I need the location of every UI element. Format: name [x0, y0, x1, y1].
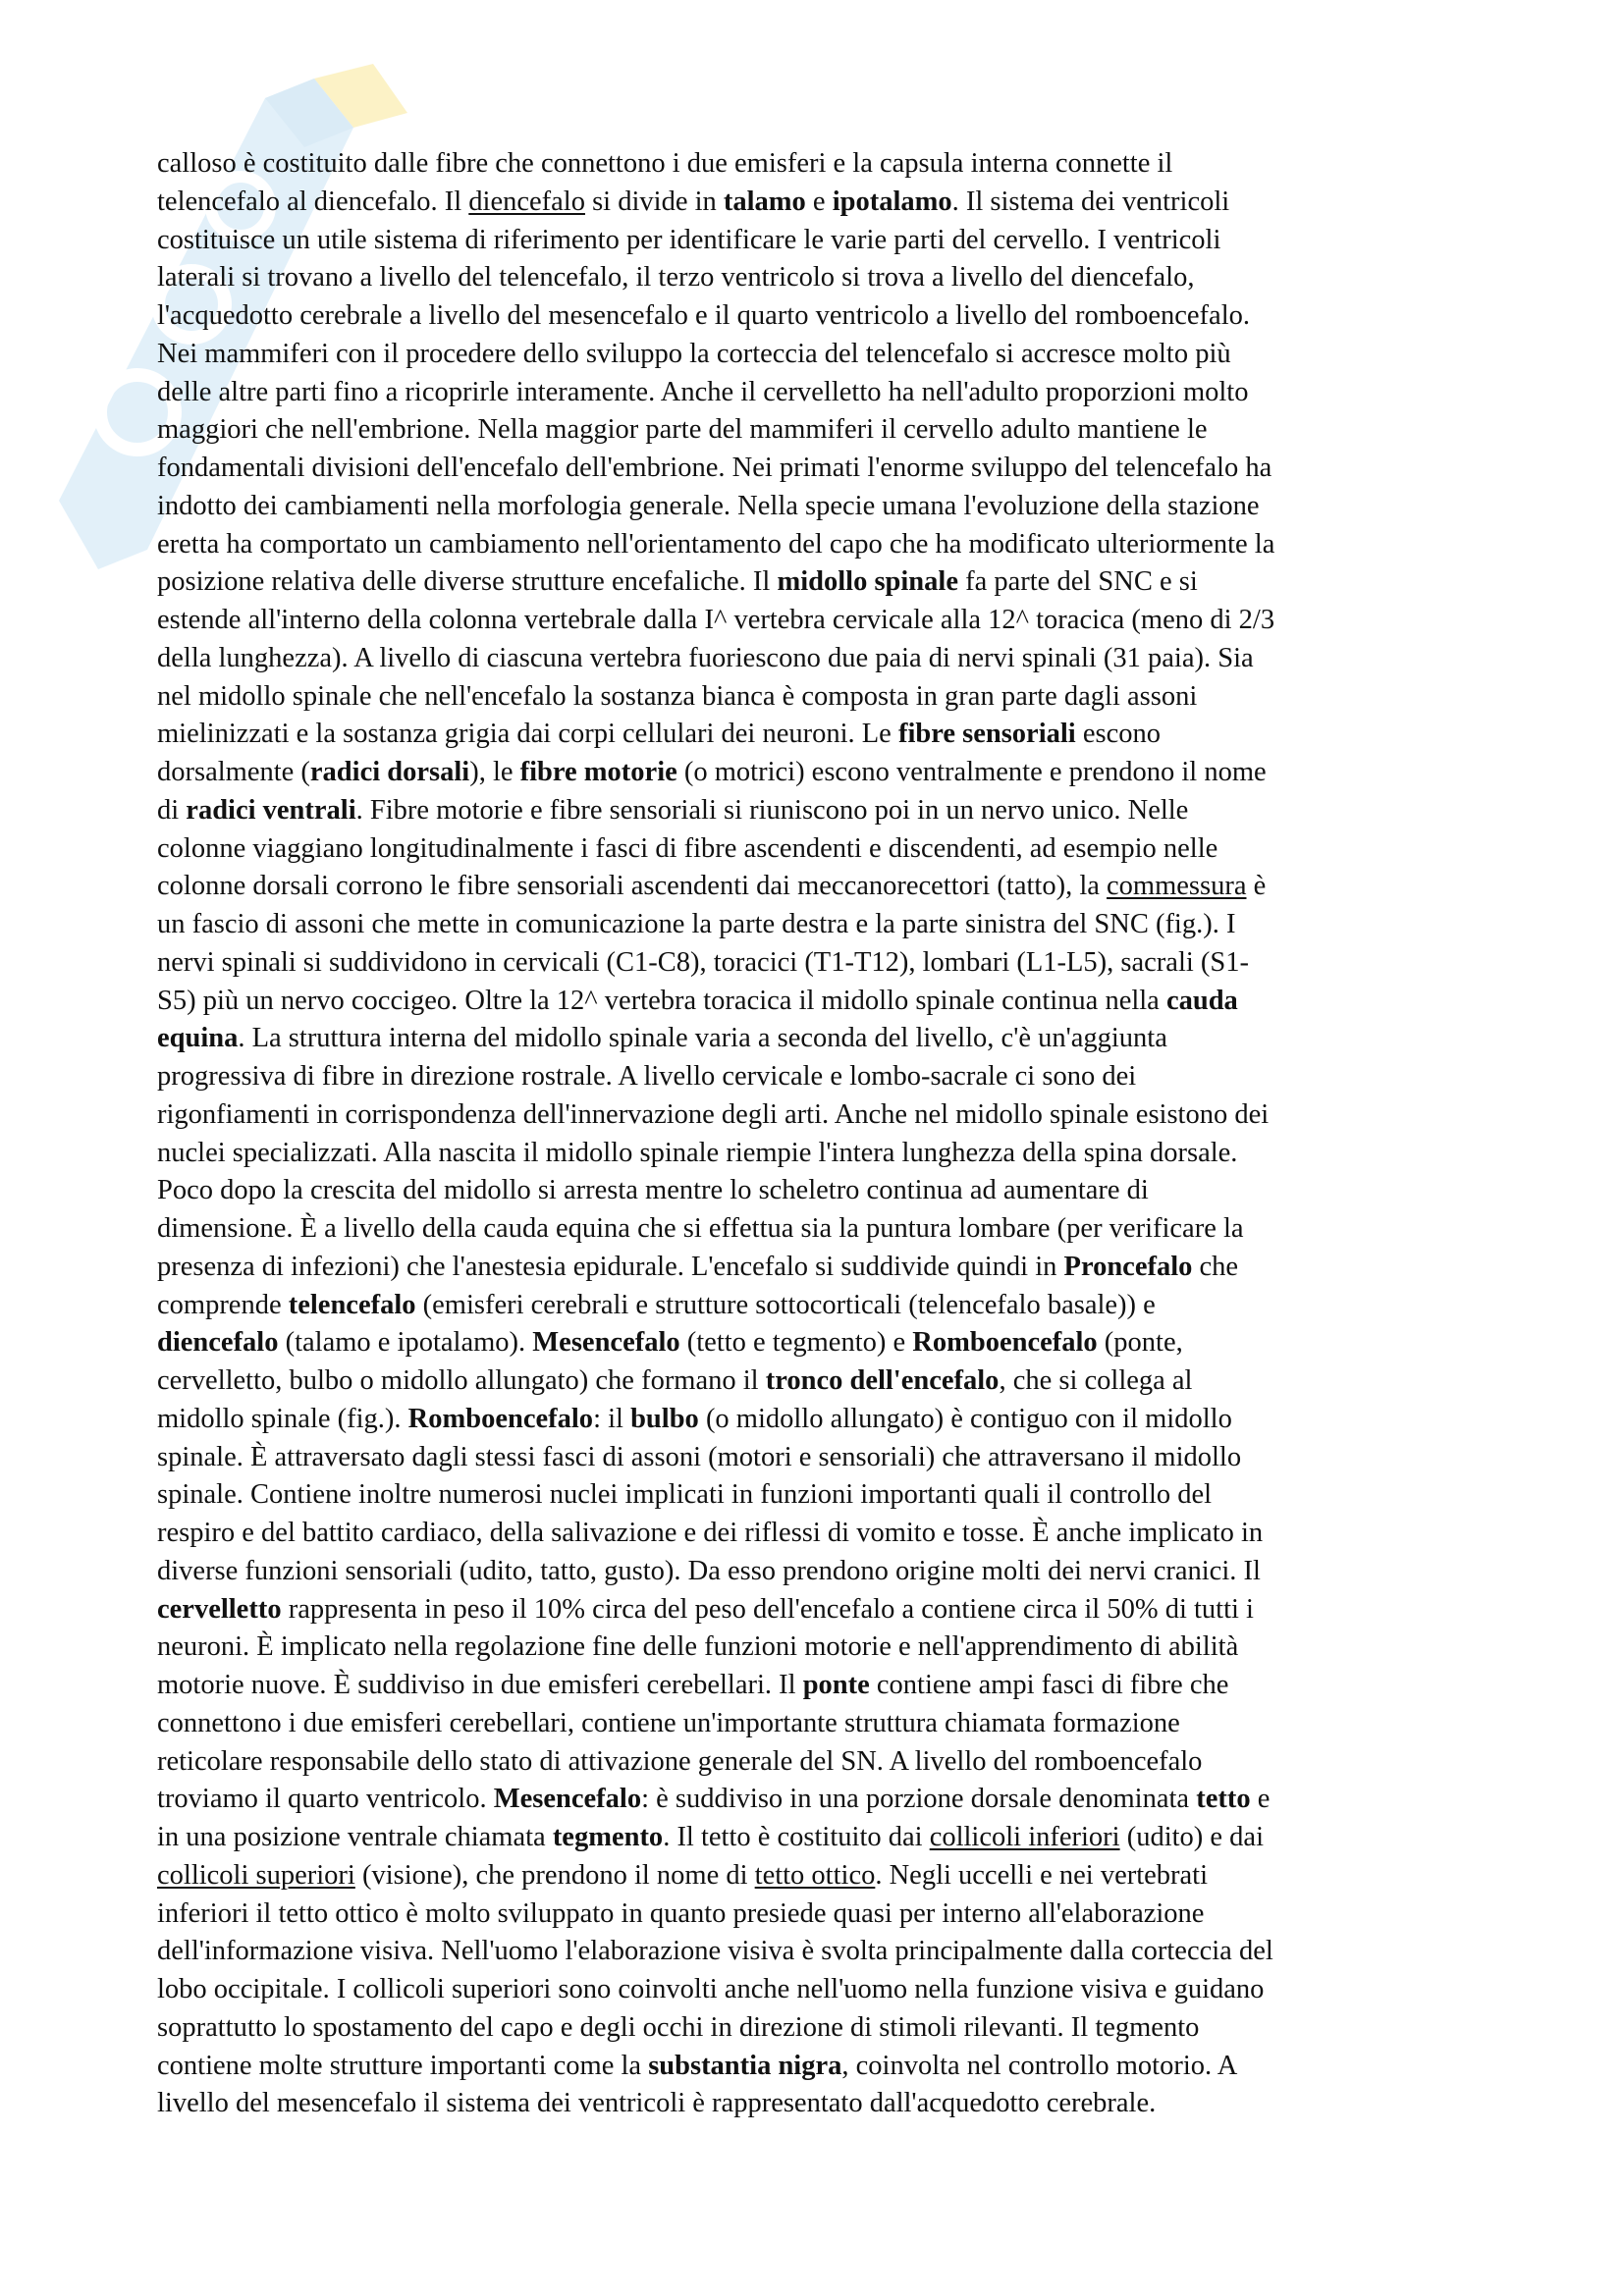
text-run: spinale. Contiene inoltre numerosi nuclei implicati in funzioni importanti quali il controllo del	[157, 1479, 1213, 1511]
text-run: Nei mammiferi con il procedere dello sviluppo la corteccia del telencefalo si accresce molto più	[157, 338, 1231, 369]
text-run: nuclei specializzati. Alla nascita il midollo spinale riempie l'intera lunghezza della spina dorsale.	[157, 1137, 1238, 1168]
bold-term: tegmento	[552, 1822, 664, 1852]
text-run: , che si collega al	[999, 1365, 1193, 1396]
text-run: (o midollo allungato) è contiguo con il midollo	[698, 1403, 1232, 1434]
text-run: (tetto e tegmento) e	[679, 1327, 913, 1359]
text-run: calloso è costituito dalle fibre che connettono i due emisferi e la capsula interna connette il	[157, 148, 1173, 179]
bold-term: talamo	[723, 186, 806, 217]
text-run: indotto dei cambiamenti nella morfologia generale. Nella specie umana l'evoluzione della stazione	[157, 490, 1260, 521]
text-run: , coinvolta nel controllo motorio. A	[841, 2050, 1238, 2081]
text-run: escono	[1075, 719, 1161, 750]
bold-term: Mesencefalo	[493, 1784, 642, 1815]
text-line	[157, 1401, 1473, 1439]
text-run: troviamo il quarto ventricolo.	[157, 1784, 494, 1815]
text-line	[157, 602, 1473, 640]
text-run: si divide in	[584, 186, 724, 217]
text-line	[157, 716, 1473, 754]
bold-term: radici ventrali	[186, 794, 356, 826]
text-run: maggiori che nell'embrione. Nella maggior parte del mammiferi il cervello adulto mantiene le	[157, 414, 1208, 446]
text-line	[157, 1591, 1473, 1629]
text-run: nervi spinali si suddividono in cervicali (C1-C8), toracici (T1-T12), lombari (L1-L5), sacrali (S1-	[157, 946, 1249, 978]
text-run: telencefalo al diencefalo. Il	[157, 186, 469, 217]
text-line	[157, 944, 1473, 983]
bold-term: cauda	[1165, 985, 1238, 1016]
text-line	[157, 145, 1473, 184]
text-line	[157, 1287, 1473, 1325]
text-run: (o motrici) escono ventralmente e prendono il nome	[676, 757, 1267, 787]
text-run: eretta ha comportato un cambiamento nell'orientamento del capo che ha modificato ulteriormente la	[157, 528, 1275, 560]
text-run: . Negli uccelli e nei vertebrati	[875, 1859, 1209, 1891]
bold-term: midollo spinale	[777, 566, 958, 598]
text-run: lobo occipitale. I collicoli superiori sono coinvolti anche nell'uomo nella funzione visiva e guidano	[157, 1974, 1265, 2004]
bold-term: Proncefalo	[1063, 1251, 1193, 1282]
text-run: comprende	[157, 1289, 289, 1320]
bold-term: radici dorsali	[309, 757, 470, 787]
text-line	[157, 1553, 1473, 1591]
text-line	[157, 1896, 1473, 1934]
text-line	[157, 259, 1473, 297]
text-run: motorie nuove. È suddiviso in due emisferi cerebellari. Il	[157, 1670, 803, 1700]
text-run: spinale. È attraversato dagli stessi fasci di assoni (motori e sensoriali) che attraversano il midollo	[157, 1441, 1242, 1472]
text-run: livello del mesencefalo il sistema dei ventricoli è rappresentato dall'acquedotto cerebrale.	[157, 2088, 1157, 2119]
underlined-term: collicoli inferiori	[929, 1822, 1120, 1852]
text-run: (emisferi cerebrali e strutture sottocorticali (telencefalo basale)) e	[415, 1289, 1156, 1320]
bold-term: ipotalamo	[832, 186, 952, 217]
text-line	[157, 1324, 1473, 1362]
text-line	[157, 1096, 1473, 1135]
bold-term: substantia nigra	[648, 2050, 842, 2081]
text-run: che	[1192, 1251, 1239, 1282]
text-run: estende all'interno della colonna vertebrale dalla I^ vertebra cervicale alla 12^ toracica (meno di 2/3	[157, 605, 1275, 635]
text-run: . La struttura interna del midollo spinale varia a seconda del livello, c'è un'aggiunta	[238, 1023, 1167, 1054]
text-line	[157, 450, 1473, 488]
text-run: (ponte,	[1097, 1327, 1183, 1359]
text-line	[157, 297, 1473, 336]
text-run: dimensione. È a livello della cauda equina che si effettua sia la puntura lombare (per verificare la	[157, 1213, 1244, 1244]
bold-term: Romboencefalo	[912, 1327, 1098, 1359]
text-line	[157, 983, 1473, 1021]
underlined-term: diencefalo	[468, 186, 585, 217]
text-run: un fascio di assoni che mette in comunicazione la parte destra e la parte sinistra del SNC (fig.). I	[157, 909, 1236, 939]
text-run: respiro e del battito cardiaco, della salivazione e dei riflessi di vomito e tosse. È anche implicato in	[157, 1518, 1264, 1548]
bold-term: Mesencefalo	[532, 1327, 680, 1359]
text-run: di	[157, 794, 187, 826]
text-run: e	[1250, 1784, 1271, 1815]
text-run: l'acquedotto cerebrale a livello del mesencefalo e il quarto ventricolo a livello del romboencefalo.	[157, 300, 1250, 331]
text-line	[157, 1629, 1473, 1667]
text-line	[157, 2048, 1473, 2086]
text-line	[157, 1781, 1473, 1819]
text-run: mielinizzati e la sostanza grigia dai corpi cellulari dei neuroni. Le	[157, 719, 898, 750]
text-run: reticolare responsabile dello stato di attivazione generale del SN. A livello del romboencefalo	[157, 1745, 1203, 1777]
text-run: : il	[593, 1403, 631, 1434]
text-run: diverse funzioni sensoriali (udito, tatto, gusto). Da esso prendono origine molti dei nervi cranici. Il	[157, 1555, 1261, 1586]
text-run: rigonfiamenti in corrispondenza dell'innervazione degli arti. Anche nel midollo spinale esistono dei	[157, 1098, 1270, 1130]
text-line	[157, 830, 1473, 869]
bold-term: cervelletto	[157, 1593, 282, 1625]
text-line	[157, 640, 1473, 678]
text-line	[157, 1667, 1473, 1705]
text-line	[157, 1933, 1473, 1971]
text-run: ), le	[469, 757, 520, 787]
text-run: S5) più un nervo coccigeo. Oltre la 12^ vertebra toracica il midollo spinale continua nella	[157, 985, 1166, 1016]
bold-term: ponte	[802, 1670, 870, 1700]
text-line	[157, 1743, 1473, 1782]
bold-term: Romboencefalo	[407, 1403, 594, 1434]
underlined-term: collicoli superiori	[157, 1859, 355, 1891]
text-run: connettono i due emisferi cerebellari, contiene un'importante struttura chiamata formazione	[157, 1707, 1180, 1738]
text-run: fondamentali divisioni dell'encefalo dell'embrione. Nei primati l'enorme sviluppo del telencefalo ha	[157, 453, 1272, 483]
text-line	[157, 184, 1473, 222]
text-run: (talamo e ipotalamo).	[278, 1327, 533, 1359]
text-run: e	[805, 186, 833, 217]
text-run: della lunghezza). A livello di ciascuna vertebra fuoriescono due paia di nervi spinali (31 paia). Sia	[157, 642, 1254, 673]
bold-term: telencefalo	[288, 1289, 416, 1320]
text-line	[157, 1020, 1473, 1058]
underlined-term: commessura	[1107, 871, 1247, 902]
text-line	[157, 678, 1473, 717]
text-line	[157, 792, 1473, 830]
text-run: è	[1246, 871, 1267, 902]
text-line	[157, 1476, 1473, 1515]
text-line	[157, 526, 1473, 564]
text-run: dorsalmente (	[157, 757, 310, 787]
text-run: contiene ampi fasci di fibre che	[869, 1670, 1229, 1700]
text-run: inferiori il tetto ottico è molto sviluppato in quanto presiede quasi per interno all'elaborazione	[157, 1897, 1205, 1929]
text-line	[157, 222, 1473, 260]
text-run: (udito) e dai	[1119, 1822, 1265, 1852]
text-line	[157, 1135, 1473, 1173]
text-line	[157, 2009, 1473, 2048]
text-line	[157, 1705, 1473, 1743]
text-run: rappresenta in peso il 10% circa del peso dell'encefalo a contiene circa il 50% di tutti i	[281, 1593, 1254, 1625]
text-run: . Fibre motorie e fibre sensoriali si riuniscono poi in un nervo unico. Nelle	[355, 794, 1189, 826]
text-line	[157, 1515, 1473, 1553]
text-run: neuroni. È implicato nella regolazione fine delle funzioni motorie e nell'apprendimento di abilità	[157, 1631, 1239, 1663]
bold-term: tetto	[1196, 1784, 1251, 1815]
text-line	[157, 336, 1473, 374]
text-run: soprattutto lo spostamento del capo e degli occhi in direzione di stimoli rilevanti. Il tegmento	[157, 2011, 1200, 2043]
text-run: colonne viaggiano longitudinalmente i fasci di fibre ascendenti e discendenti, ad esempio nelle	[157, 832, 1218, 864]
bold-term: bulbo	[630, 1403, 699, 1434]
text-line	[157, 754, 1473, 792]
text-line	[157, 488, 1473, 526]
text-run: delle altre parti fino a ricoprirle interamente. Anche il cervelletto ha nell'adulto proporzioni molto	[157, 376, 1249, 407]
text-line	[157, 1971, 1473, 2009]
bold-term: tronco dell'encefalo	[765, 1365, 1000, 1396]
text-line	[157, 868, 1473, 906]
bold-term: fibre sensoriali	[897, 719, 1076, 750]
body-paragraph	[157, 145, 1473, 2123]
text-line	[157, 1439, 1473, 1477]
bold-term: diencefalo	[157, 1327, 279, 1359]
text-run: costituisce un utile sistema di riferimento per identificare le varie parti del cervello. I ventricoli	[157, 224, 1221, 255]
text-run: cervelletto, bulbo o midollo allungato) che formano il	[157, 1365, 766, 1396]
text-run: contiene molte strutture importanti come la	[157, 2050, 649, 2081]
underlined-term: tetto ottico	[754, 1859, 876, 1891]
text-line	[157, 1249, 1473, 1287]
text-line	[157, 563, 1473, 602]
text-run: fa parte del SNC e si	[957, 566, 1198, 598]
bold-term: equina	[157, 1023, 239, 1054]
text-line	[157, 411, 1473, 450]
text-run: posizione relativa delle diverse strutture encefaliche. Il	[157, 566, 778, 598]
text-run: Poco dopo la crescita del midollo si arresta mentre lo scheletro continua ad aumentare di	[157, 1175, 1149, 1206]
text-run: presenza di infezioni) che l'anestesia epidurale. L'encefalo si suddivide quindi in	[157, 1251, 1064, 1282]
text-line	[157, 1362, 1473, 1401]
text-run: progressiva di fibre in direzione rostrale. A livello cervicale e lombo-sacrale ci sono dei	[157, 1061, 1137, 1092]
text-line	[157, 1819, 1473, 1857]
text-line	[157, 1210, 1473, 1249]
text-line	[157, 906, 1473, 944]
bold-term: fibre motorie	[519, 757, 677, 787]
text-line	[157, 1857, 1473, 1896]
text-run: laterali si trovano a livello del telencefalo, il terzo ventricolo si trova a livello del diencefalo,	[157, 262, 1195, 294]
text-run: nel midollo spinale che nell'encefalo la sostanza bianca è composta in gran parte dagli assoni	[157, 680, 1198, 712]
text-run: in una posizione ventrale chiamata	[157, 1822, 553, 1852]
text-run: dell'informazione visiva. Nell'uomo l'elaborazione visiva è svolta principalmente dalla corteccia del	[157, 1936, 1273, 1967]
text-line	[157, 1058, 1473, 1096]
text-run: . Il tetto è costituito dai	[663, 1822, 930, 1852]
text-run: midollo spinale (fig.).	[157, 1403, 408, 1434]
text-run: . Il sistema dei ventricoli	[951, 186, 1230, 217]
text-run: (visione), che prendono il nome di	[354, 1859, 755, 1891]
text-run: : è suddiviso in una porzione dorsale denominata	[641, 1784, 1197, 1815]
text-run: colonne dorsali corrono le fibre sensoriali ascendenti dai meccanorecettori (tatto), la	[157, 871, 1108, 902]
text-line	[157, 374, 1473, 412]
text-line	[157, 1172, 1473, 1210]
text-line	[157, 2085, 1473, 2123]
